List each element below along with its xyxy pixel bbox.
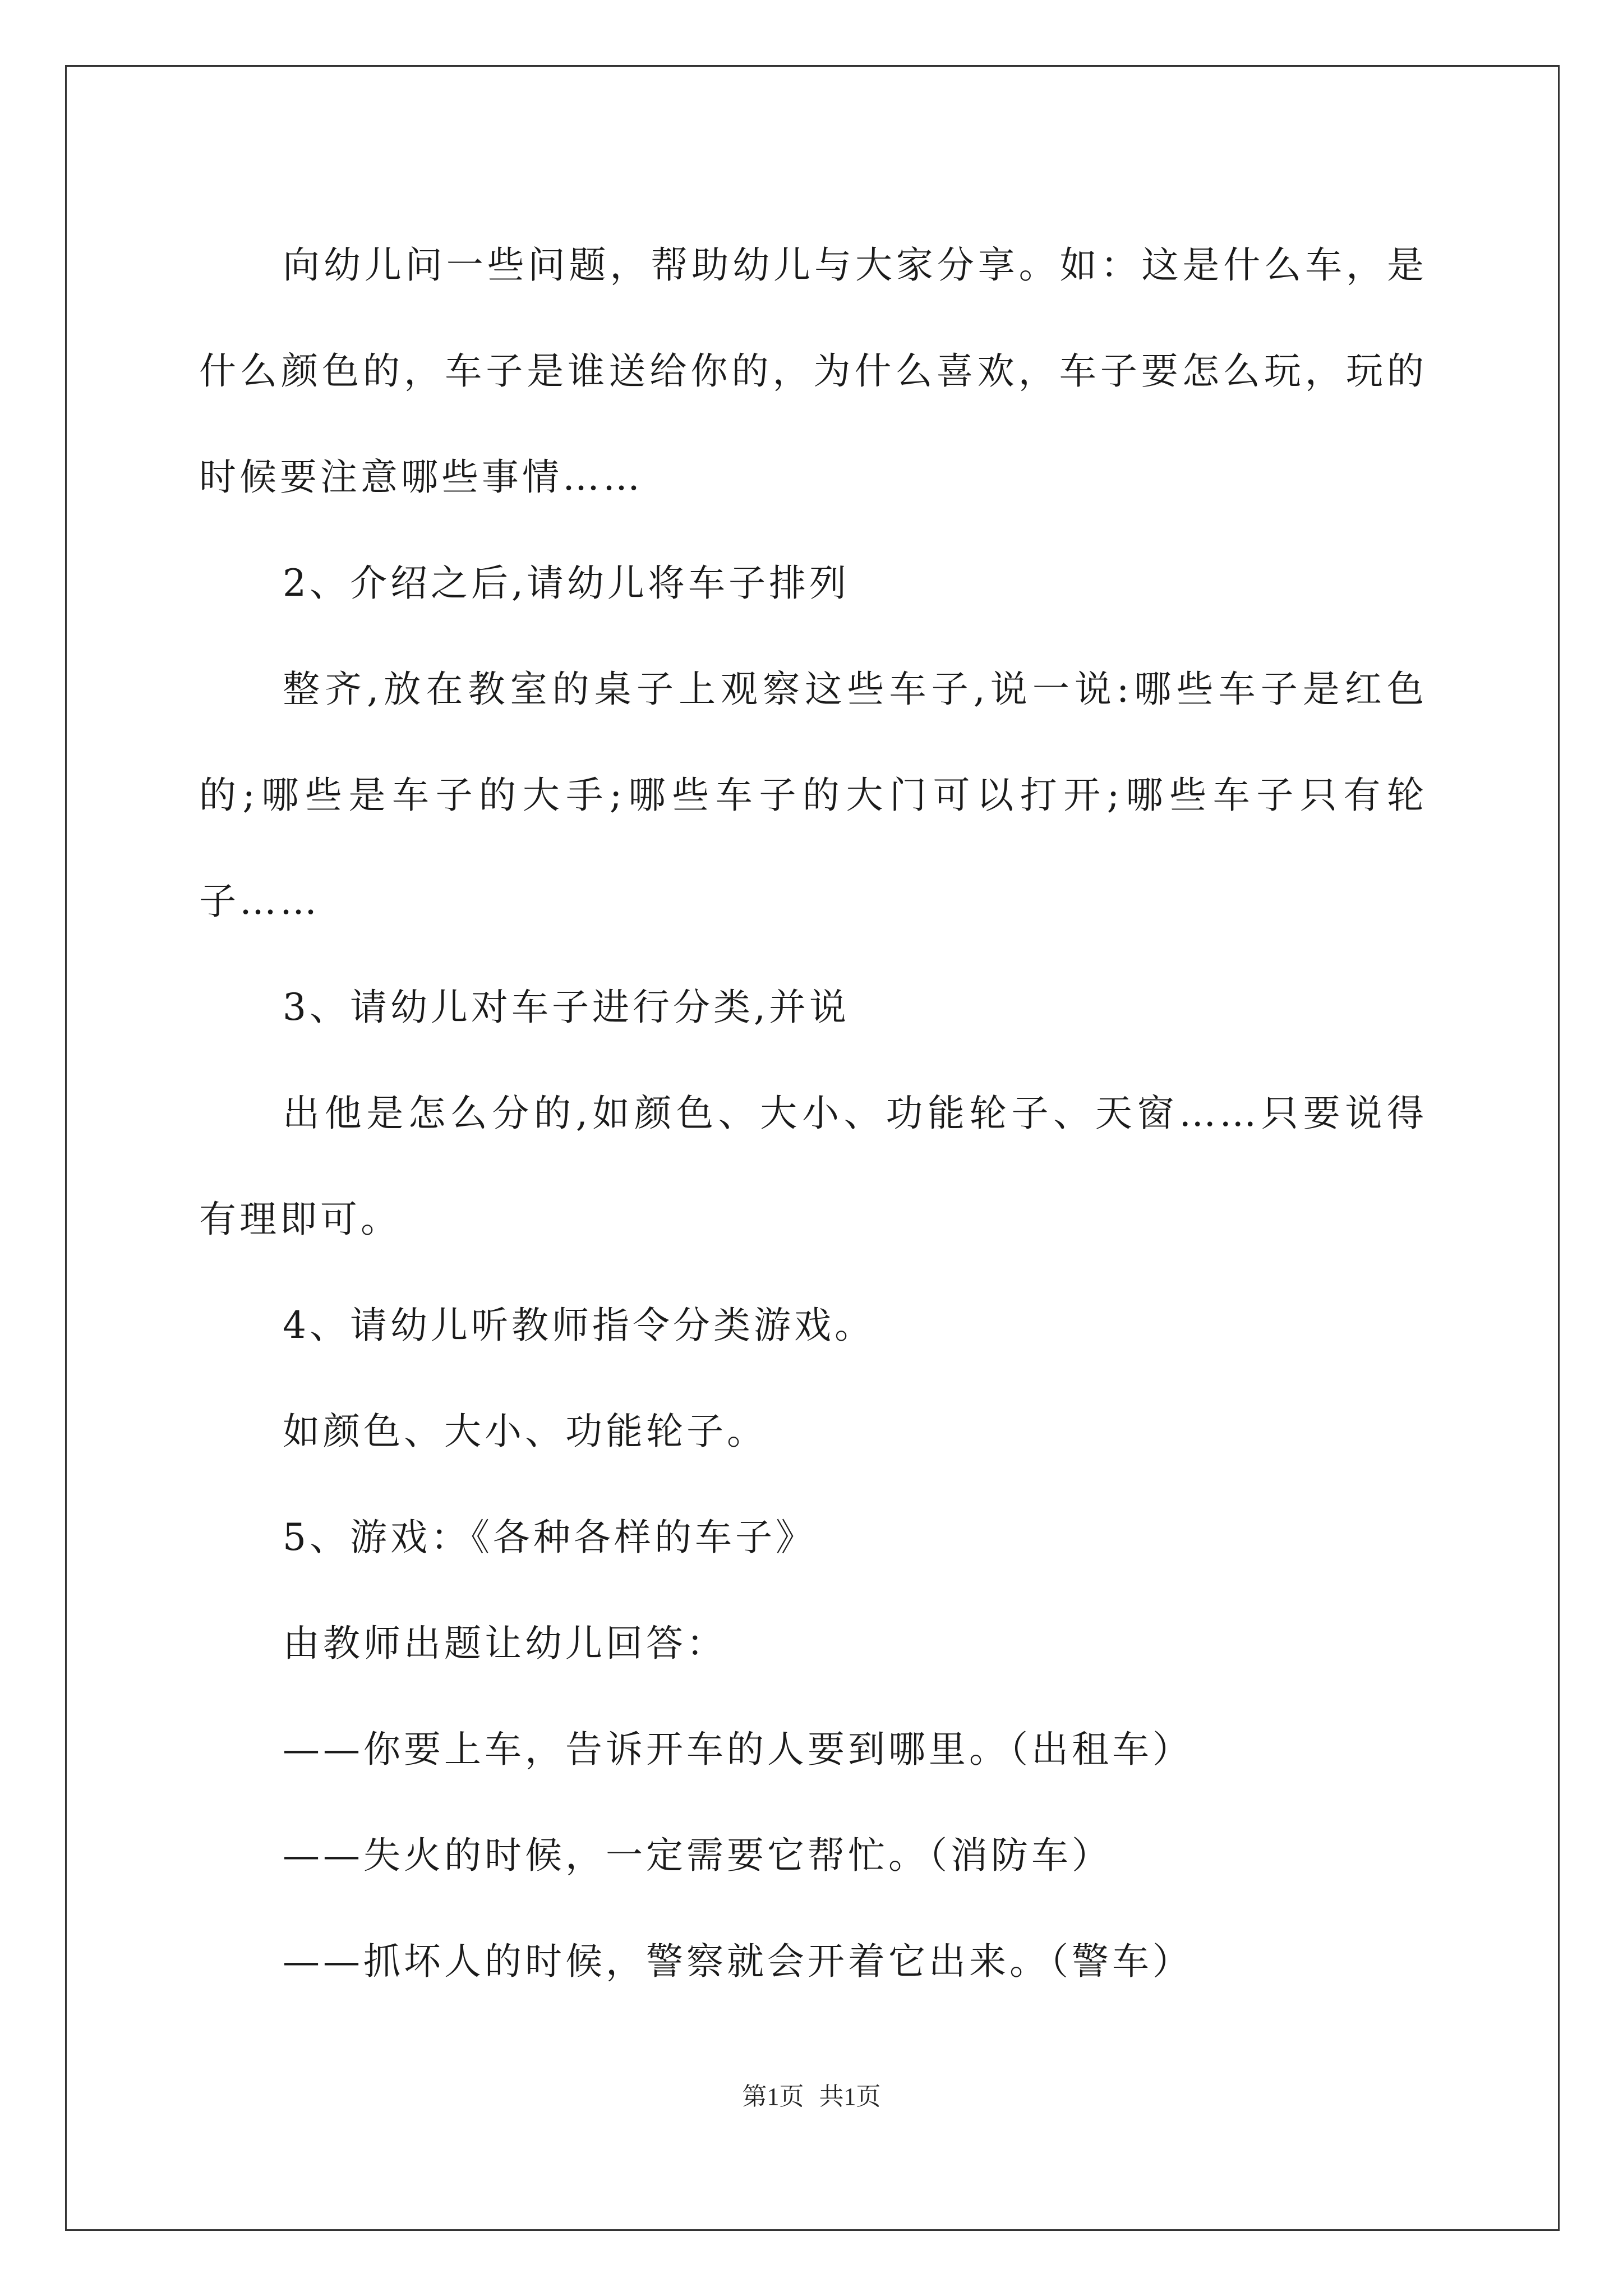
paragraph-4: 3、请幼儿对车子进行分类,并说: [283, 986, 850, 1029]
paragraph-8: 5、游戏：《各种各样的车子》: [283, 1516, 816, 1559]
paragraph-9: 由教师出题让幼儿回答：: [283, 1622, 727, 1665]
page-total: 共1页: [819, 2083, 881, 2110]
paragraph-2: 2、介绍之后,请幼儿将车子排列: [283, 562, 850, 605]
paragraph-10: ——你要上车，告诉开车的人要到哪里。（出租车）: [283, 1728, 1193, 1771]
document-body: [199, 212, 1427, 2014]
paragraph-1: 向幼儿问一些问题，帮助幼儿与大家分享。如：这是什么车，是什么颜色的，车子是谁送给你的，为什么喜欢，车子要怎么玩，玩的时候要注意哪些事情……: [199, 243, 1427, 499]
paragraph-12: ——抓坏人的时候，警察就会开着它出来。（警车）: [283, 1940, 1193, 1983]
paragraph-6: 4、请幼儿听教师指令分类游戏。: [283, 1304, 875, 1347]
paragraph-11: ——失火的时候，一定需要它帮忙。（消防车）: [283, 1834, 1112, 1877]
page-footer: [0, 2080, 1623, 2114]
paragraph-7: 如颜色、大小、功能轮子。: [283, 1410, 767, 1453]
paragraph-5: 出他是怎么分的,如颜色、大小、功能轮子、天窗……只要说得有理即可。: [199, 1092, 1427, 1241]
page-number: 第1页: [742, 2083, 804, 2110]
paragraph-3: 整齐,放在教室的桌子上观察这些车子,说一说:哪些车子是红色的;哪些是车子的大手;哪些车子的大门可以打开;哪些车子只有轮子……: [199, 668, 1427, 923]
